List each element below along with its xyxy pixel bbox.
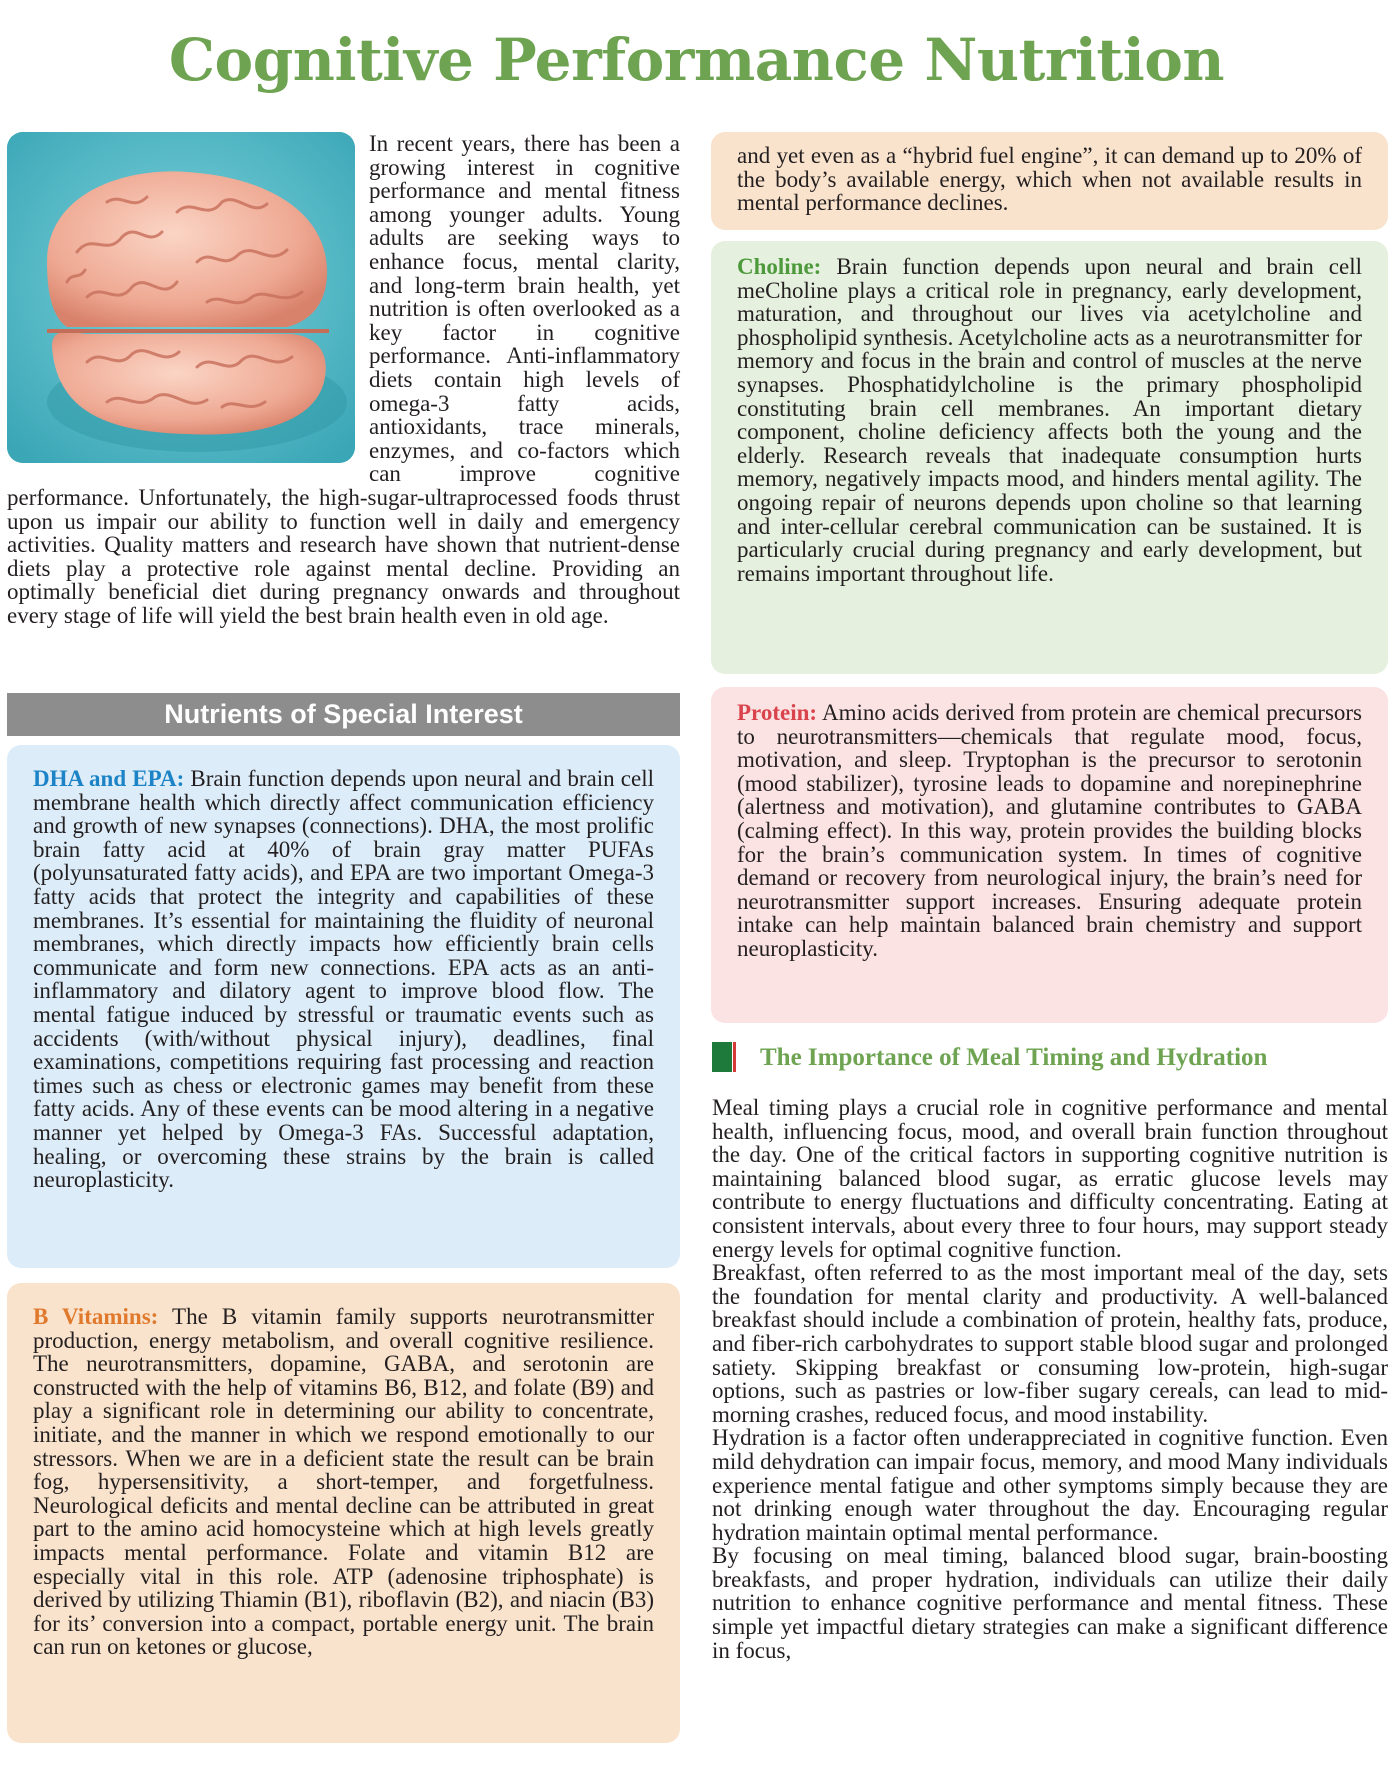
section-heading: Nutrients of Special Interest <box>7 693 680 736</box>
dha-epa-label: DHA and EPA: <box>33 766 185 791</box>
intro-text: In recent years, there has been a growing interest in cognitive performance and mental fitness among younger adults. Young adults are seeking ways to enhance focus, mental clarity, and long-term brain health, yet nutrition is often overlooked as a key factor in cognitive performance. Anti-inflammatory diets contain high levels of omega-3 fatty acids, antioxidants, trace minerals, enzymes, and co-factors which can improve cognitive performance. Unfortunately, the high-sugar-ultraprocessed foods thrust upon us impair our ability to function well in daily and emergency activities. Quality matters and research have shown that nutrient-dense diets play a protective role against mental decline. Providing an optimally beneficial diet during pregnancy onwards and throughout every stage of life will yield the best brain health even in old age. <box>7 131 680 628</box>
intro-section <box>7 132 680 627</box>
choline-text: Brain function depends upon neural and brain cell meCholine plays a critical role in pregnancy, early development, maturation, and throughout our lives via acetylcholine and phospholipid synthesis. Acetylcholine acts as a neurotransmitter for memory and focus in the brain and control of muscles at the nerve synapses. Phosphatidylcholine is the primary phospholipid constituting brain cell membranes. An important dietary component, choline deficiency affects both the young and the elderly. Research reveals that inadequate consumption hurts memory, negatively impacts mood, and hinders mental agility. The ongoing repair of neurons depends upon choline so that learning and inter-cellular cerebral communication can be sustained. It is particularly crucial during pregnancy and early development, but remains important throughout life. <box>737 254 1362 586</box>
heading-marker-accent <box>733 1042 736 1072</box>
dha-epa-text: Brain function depends upon neural and brain cell membrane health which directly affect communication efficiency and growth of new synapses (connections). DHA, the most prolific brain fatty acid at 40% of brain gray matter PUFAs (polyunsaturated fatty acids), and EPA are two important Omega-3 fatty acids that protect the integrity and capabilities of these membranes. It’s essential for maintaining the fluidity of neuronal membranes, which directly impacts how efficiently brain cells communicate and form new connections. EPA acts as an anti-inflammatory and dilatory agent to improve blood flow. The mental fatigue induced by stressful or traumatic events such as accidents (with/without physical injury), deadlines, final examinations, competitions requiring fast processing and reaction times such as chess or electronic games may benefit from these fatty acids. Any of these events can be mood altering in a negative manner yet helped by Omega-3 FAs. Successful adaptation, healing, or overcoming these strains by the brain is called neuroplasticity. <box>33 766 654 1193</box>
b-vitamins-continued-box <box>711 132 1388 230</box>
heading-marker-icon <box>712 1042 732 1072</box>
brain-illustration-icon <box>7 132 355 463</box>
protein-label: Protein: <box>737 700 818 725</box>
meal-paragraph: Hydration is a factor often underappreciated in cognitive function. Even mild dehydration can impair focus, memory, and mood Many individuals experience mental fatigue and other symptoms simply because they are not drinking enough water throughout the day. Encouraging regular hydration maintain optimal mental performance. <box>712 1425 1388 1545</box>
meal-paragraph: By focusing on meal timing, balanced blood sugar, brain-boosting breakfasts, and proper hydration, individuals can utilize their daily nutrition to enhance cognitive performance and mental fitness. These simple yet impactful dietary strategies can make a significant difference in focus, <box>712 1543 1388 1663</box>
choline-box <box>711 241 1388 674</box>
b-vitamins-box <box>7 1283 680 1743</box>
dha-epa-box <box>7 745 680 1268</box>
meal-paragraph: Breakfast, often referred to as the most important meal of the day, sets the foundation for mental clarity and productivity. A well-balanced breakfast should include a combination of protein, healthy fats, produce, and fiber-rich carbohydrates to support stable blood sugar and prolonged satiety. Skipping breakfast or consuming low-protein, high-sugar options, such as pastries or low-fiber sugary cereals, can lead to mid-morning crashes, reduced focus, and mood instability. <box>712 1260 1388 1427</box>
protein-text: Amino acids derived from protein are chemical precursors to neurotransmitters—chemicals that regulate mood, focus, motivation, and sleep. Tryptophan is the precursor to serotonin (mood stabilizer), tyrosine leads to dopamine and norepinephrine (alertness and motivation), and glutamine contributes to GABA (calming effect). In this way, protein provides the building blocks for the brain’s communication system. In times of cognitive demand or recovery from neurological injury, the brain’s need for neurotransmitter support increases. Ensuring adequate protein intake can help maintain balanced brain chemistry and support neuroplasticity. <box>737 700 1362 961</box>
meal-timing-body <box>712 1096 1388 1662</box>
page-title: Cognitive Performance Nutrition <box>168 26 1225 94</box>
b-vitamins-label: B Vitamins: <box>33 1304 159 1329</box>
meal-timing-heading <box>712 1040 1388 1076</box>
choline-label: Choline: <box>737 254 822 279</box>
protein-box <box>711 687 1388 1023</box>
b-vitamins-continued-text: and yet even as a “hybrid fuel engine”, it can demand up to 20% of the body’s available energy, which when not available results in mental performance declines. <box>737 143 1362 216</box>
meal-timing-heading-text: The Importance of Meal Timing and Hydration <box>760 1044 1268 1071</box>
meal-paragraph: Meal timing plays a crucial role in cognitive performance and mental health, influencing focus, mood, and overall brain function throughout the day. One of the critical factors in supporting cognitive nutrition is maintaining balanced blood sugar, as erratic glucose levels may contribute to energy fluctuations and difficulty concentrating. Eating at consistent intervals, about every three to four hours, may support steady energy levels for optimal cognitive function. <box>712 1095 1388 1262</box>
b-vitamins-text: The B vitamin family supports neurotransmitter production, energy metabolism, and overall cognitive resilience. The neurotransmitters, dopamine, GABA, and serotonin are constructed with the help of vitamins B6, B12, and folate (B9) and play a significant role in determining our ability to concentrate, initiate, and the manner in which we respond emotionally to our stressors. When we are in a deficient state the result can be brain fog, hypersensitivity, a short-temper, and forgetfulness. Neurological deficits and mental decline can be attributed in great part to the amino acid homocysteine which at high levels greatly impacts mental performance. Folate and vitamin B12 are especially vital in this role. ATP (adenosine triphosphate) is derived by utilizing Thiamin (B1), riboflavin (B2), and niacin (B3) for its’ conversion into a compact, portable energy unit. The brain can run on ketones or glucose, <box>33 1304 654 1660</box>
